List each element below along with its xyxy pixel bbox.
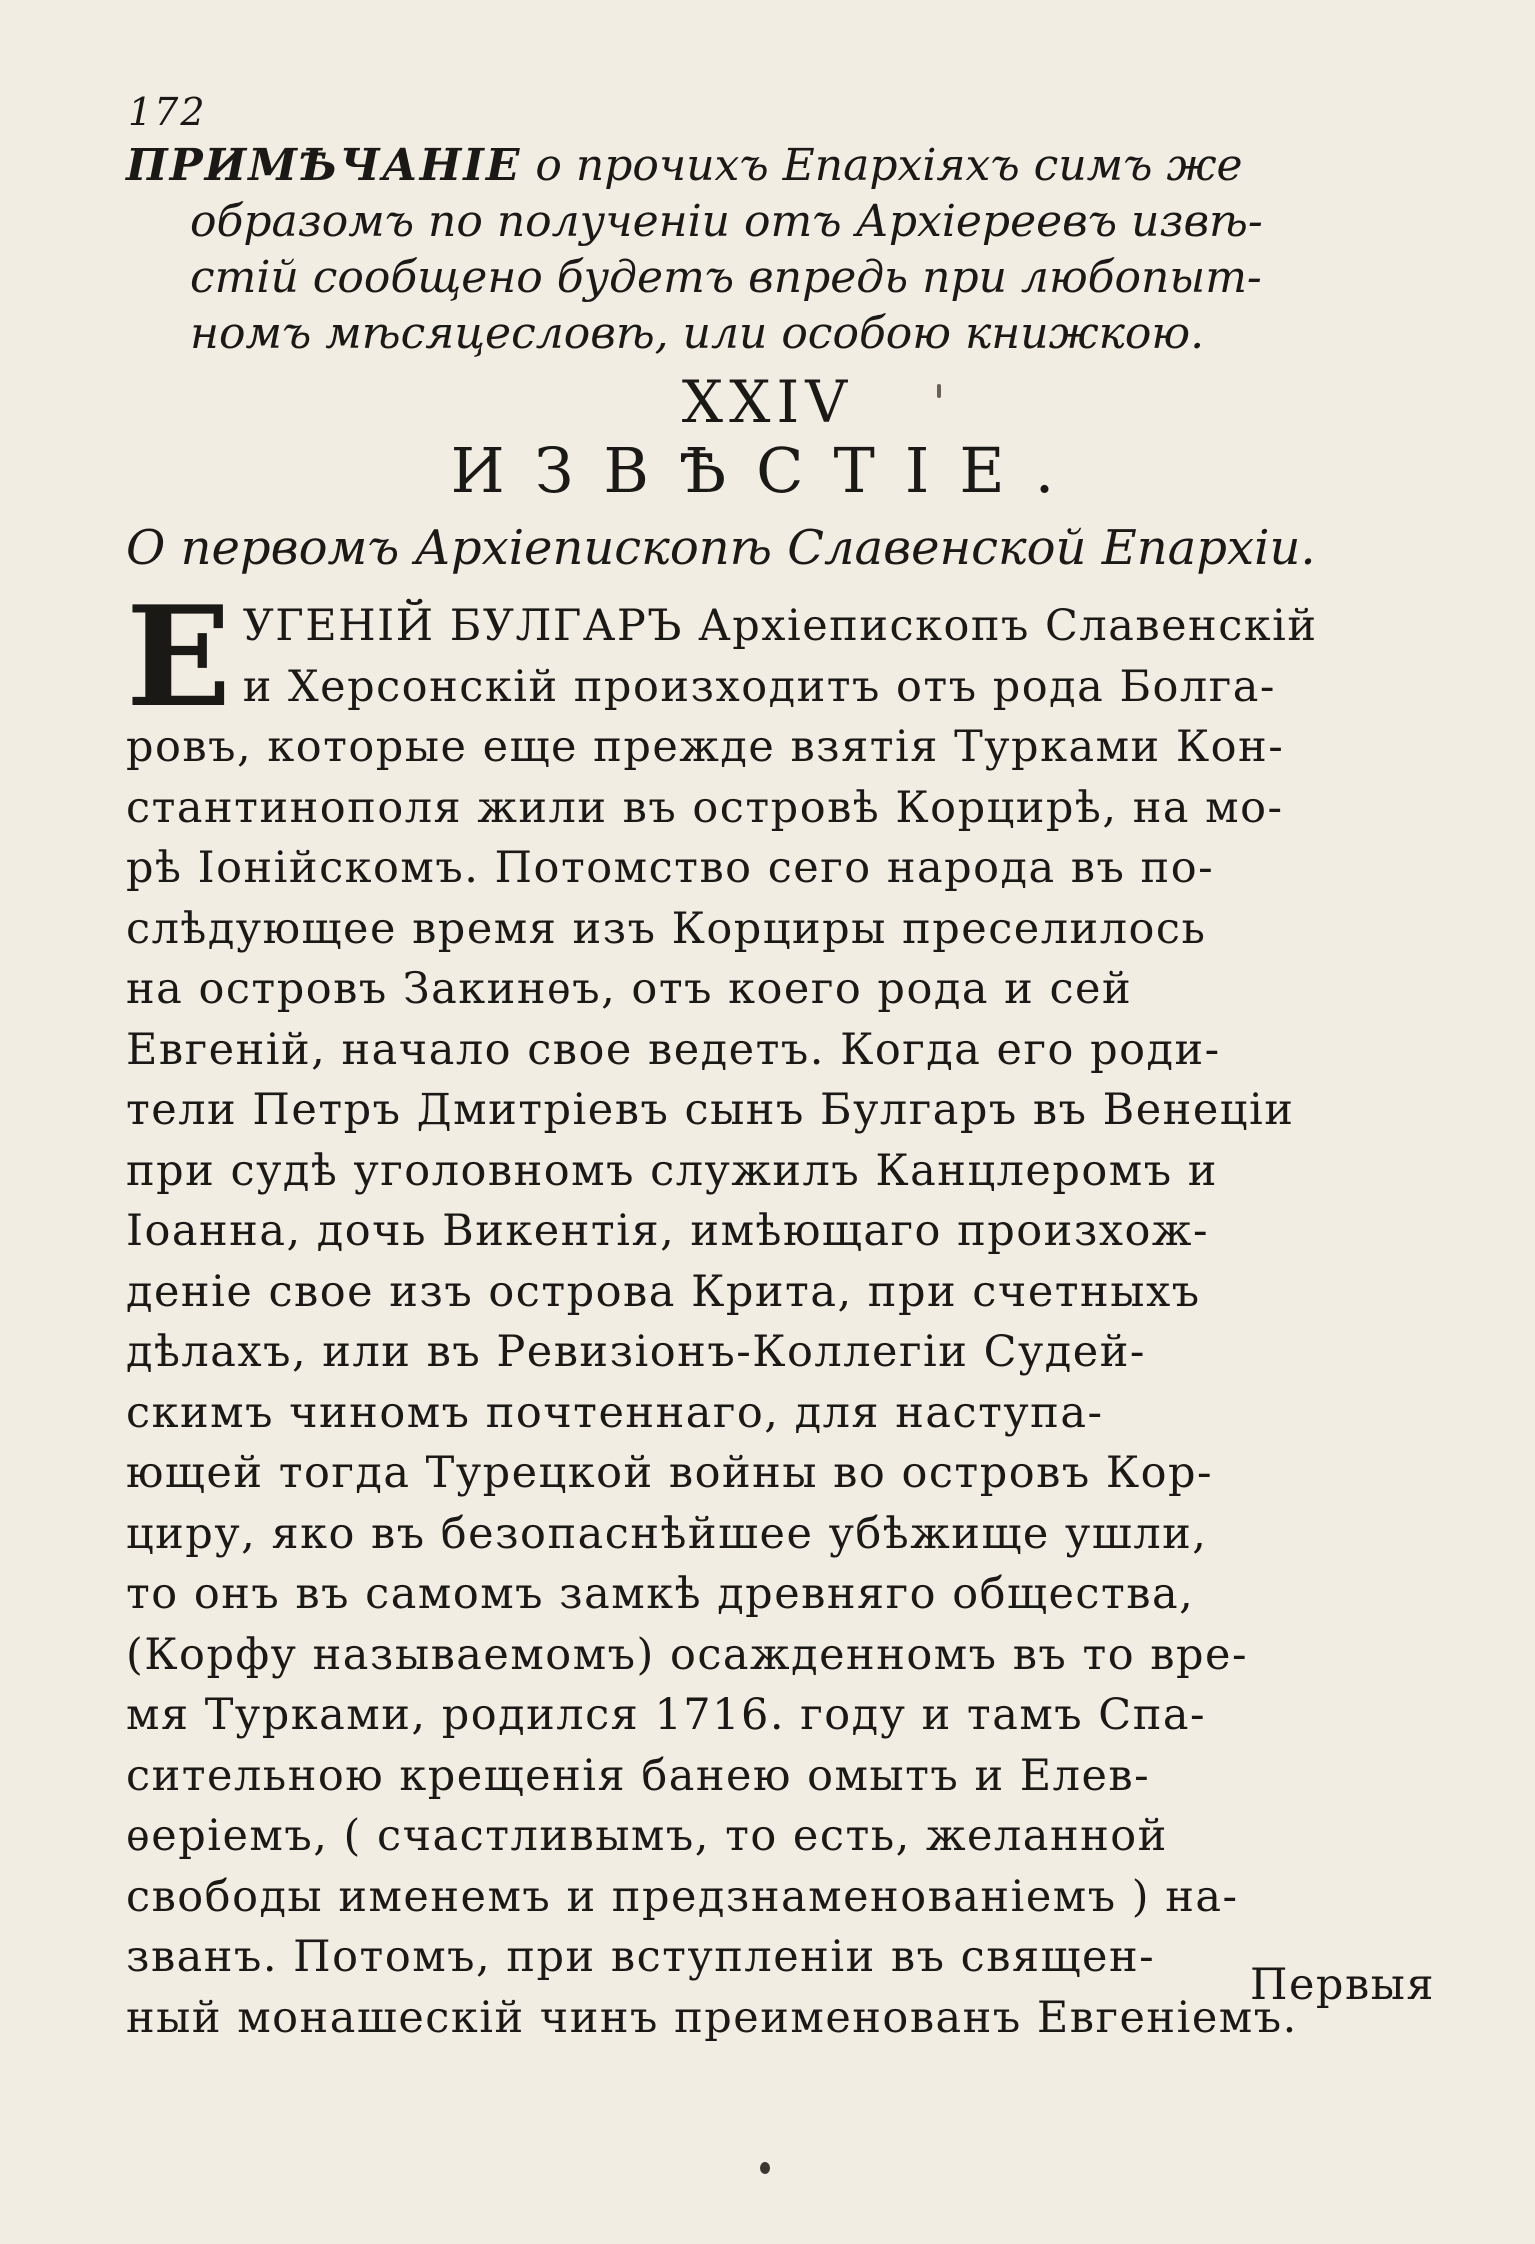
section-number: XXIV (681, 368, 854, 436)
note-line-1-text: о прочихъ Епархіяхъ симъ же (535, 140, 1243, 191)
body-line: скимъ чиномъ почтеннаго, для наступа- (126, 1387, 1104, 1438)
ink-spot (760, 2162, 770, 2174)
body-line: слѣдующее время изъ Корциры преселилось (126, 903, 1207, 954)
note-line-4: номъ мѣсяцесловѣ, или особою книжкою. (190, 308, 1205, 359)
body-line: сительною крещенія банею омытъ и Елев- (126, 1750, 1151, 1801)
body-line: на островъ Закинѳъ, отъ коего рода и сей (126, 964, 1133, 1014)
ink-mark (937, 384, 941, 398)
page-number: 172 (128, 90, 207, 134)
body-line: при судѣ уголовномъ служилъ Канцлеромъ и (126, 1145, 1218, 1196)
drop-cap: Е (126, 575, 233, 738)
body-line: ный монашескій чинъ преименованъ Евгеніемъ. (126, 1992, 1298, 2043)
body-text (126, 575, 1456, 2048)
body-line: ѳеріемъ, ( счастливымъ, то есть, желанной (126, 1811, 1168, 1861)
catchword: Первыя (1249, 1960, 1435, 2010)
body-line: Евгеній, начало свое ведетъ. Когда его роди- (126, 1024, 1221, 1075)
body-line: Іоанна, дочь Викентія, имѣющаго произхож- (126, 1206, 1210, 1256)
body-line: тели Петръ Дмитріевъ сынъ Булгаръ въ Венеціи (126, 1085, 1295, 1135)
note-line-1 (126, 138, 1456, 194)
body-line: то онъ въ самомъ замкѣ древняго общества, (126, 1569, 1195, 1619)
note-lead-word: ПРИМѢЧАНІЕ (126, 140, 522, 191)
body-line: ровъ, которые еще прежде взятія Турками Кон- (126, 722, 1285, 772)
body-line: дѣлахъ, или въ Ревизіонъ-Коллегіи Судей- (126, 1327, 1146, 1377)
body-line: УГЕНІЙ БУЛГАРЪ Архіепископъ Славенскій (242, 601, 1318, 651)
body-line: деніе свое изъ острова Крита, при счетныхъ (126, 1266, 1201, 1317)
note-paragraph (126, 138, 1456, 362)
note-line-3: стій сообщено будетъ впредь при любопыт- (190, 252, 1262, 303)
body-line: стантинополя жили въ островѣ Корцирѣ, на мо- (126, 782, 1284, 833)
section-subtitle: О первомъ Архіепископѣ Славенской Епархіи. (126, 520, 1316, 576)
note-line-2: образомъ по полученіи отъ Архіереевъ извѣ- (190, 196, 1263, 247)
section-heading: ИЗВѢСТІЕ. (450, 434, 1085, 507)
body-line: рѣ Іонійскомъ. Потомство сего народа въ по- (126, 843, 1215, 893)
body-line: званъ. Потомъ, при вступленіи въ священ- (126, 1932, 1156, 1982)
body-line: свободы именемъ и предзнаменованіемъ ) на- (126, 1871, 1239, 1922)
body-line: и Херсонскій произходитъ отъ рода Болга- (242, 661, 1276, 712)
body-line: (Корфу называемомъ) осажденномъ въ то вре- (126, 1629, 1249, 1680)
body-line: циру, яко въ безопаснѣйшее убѣжище ушли, (126, 1508, 1208, 1559)
body-line: мя Турками, родился 1716. году и тамъ Спа- (126, 1690, 1207, 1740)
body-line: ющей тогда Турецкой войны во островъ Кор- (126, 1448, 1214, 1498)
